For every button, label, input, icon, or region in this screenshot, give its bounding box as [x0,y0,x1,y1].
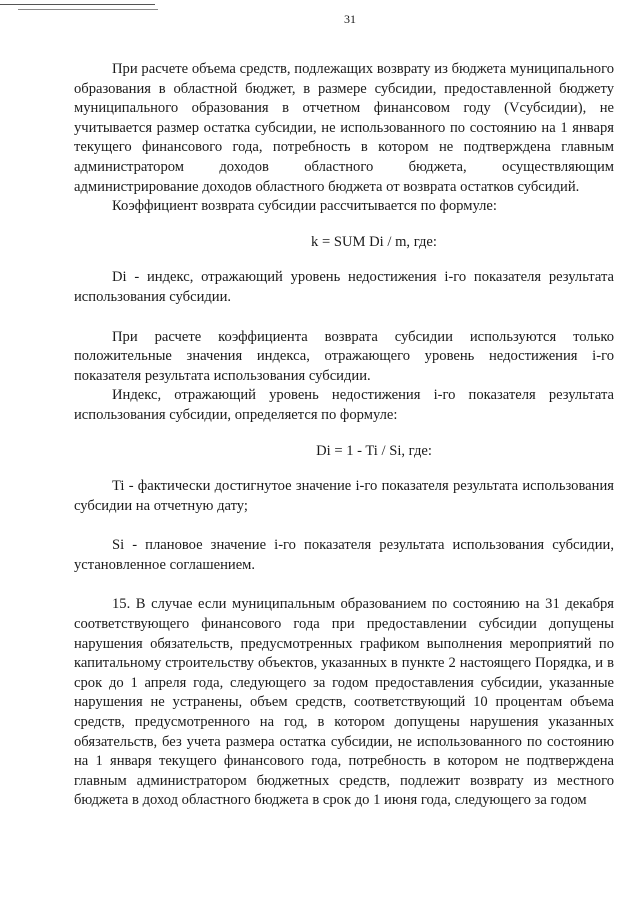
formula-coefficient: k = SUM Di / m, где: [311,233,437,250]
paragraph-ti-definition: Ti - фактически достигнутое значение i-го показателя результата использования субсидии на отчетную дату; [74,478,614,514]
paragraph-positive-values: При расчете коэффициента возврата субсидии используются только положительные значения индекса, отражающего уровень недостижения i-го показателя результата использования субсидии. [74,328,614,384]
header-rule-secondary [18,9,158,10]
paragraph-index-intro: Индекс, отражающий уровень недостижения i-го показателя результата использования субсидии, определяется по формуле: [74,387,614,423]
paragraph-coefficient-intro: Коэффициент возврата субсидии рассчитывается по формуле: [112,198,497,215]
paragraph-clause-15: 15. В случае если муниципальным образованием по состоянию на 31 декабря соответствующего финансового года при предоставлении субсидии допущены нарушения обязательств, предусмотренных графиком выполнения мероприятий по капитальному строительству объектов, указанных в пункте 2 настоящего Порядка, и в срок до 1 апреля года, следующего за годом предоставления субсидии, указанные нарушения не устранены, объем средств, соответствующий 10 процентам объема средств, предусмотренного на год, в котором допущены нарушения указанных обязательств, без учета размера остатка субсидии, не использованного по состоянию на 1 января текущего финансового года, потребность в котором не подтверждена главным администратором бюджетных средств, подлежит возврату из местного бюджета в доход областного бюджета в срок до 1 июня года, следующего за годом [74,596,614,809]
document-body [74,60,614,811]
formula-index: Di = 1 - Ti / Si, где: [316,442,432,459]
paragraph-si-definition: Si - плановое значение i-го показателя результата использования субсидии, установленное соглашением. [74,537,614,573]
paragraph-subsidy-remainder: При расчете объема средств, подлежащих возврату из бюджета муниципального образования в областной бюджет, в размере субсидии, предоставленной бюджету муниципального образования в отчетном финансовом году (Vсубсидии), не учитывается размер остатка субсидии, не использованного по состоянию на 1 января текущего финансового года, потребность в котором не подтверждена главным администратором доходов областного бюджета, осуществляющим администрирование доходов областного бюджета от возврата остатков субсидий. [74,61,614,195]
paragraph-di-definition: Di - индекс, отражающий уровень недостижения i-го показателя результата использования субсидии. [74,269,614,305]
header-rule [0,4,155,5]
page-number: 31 [344,12,356,26]
